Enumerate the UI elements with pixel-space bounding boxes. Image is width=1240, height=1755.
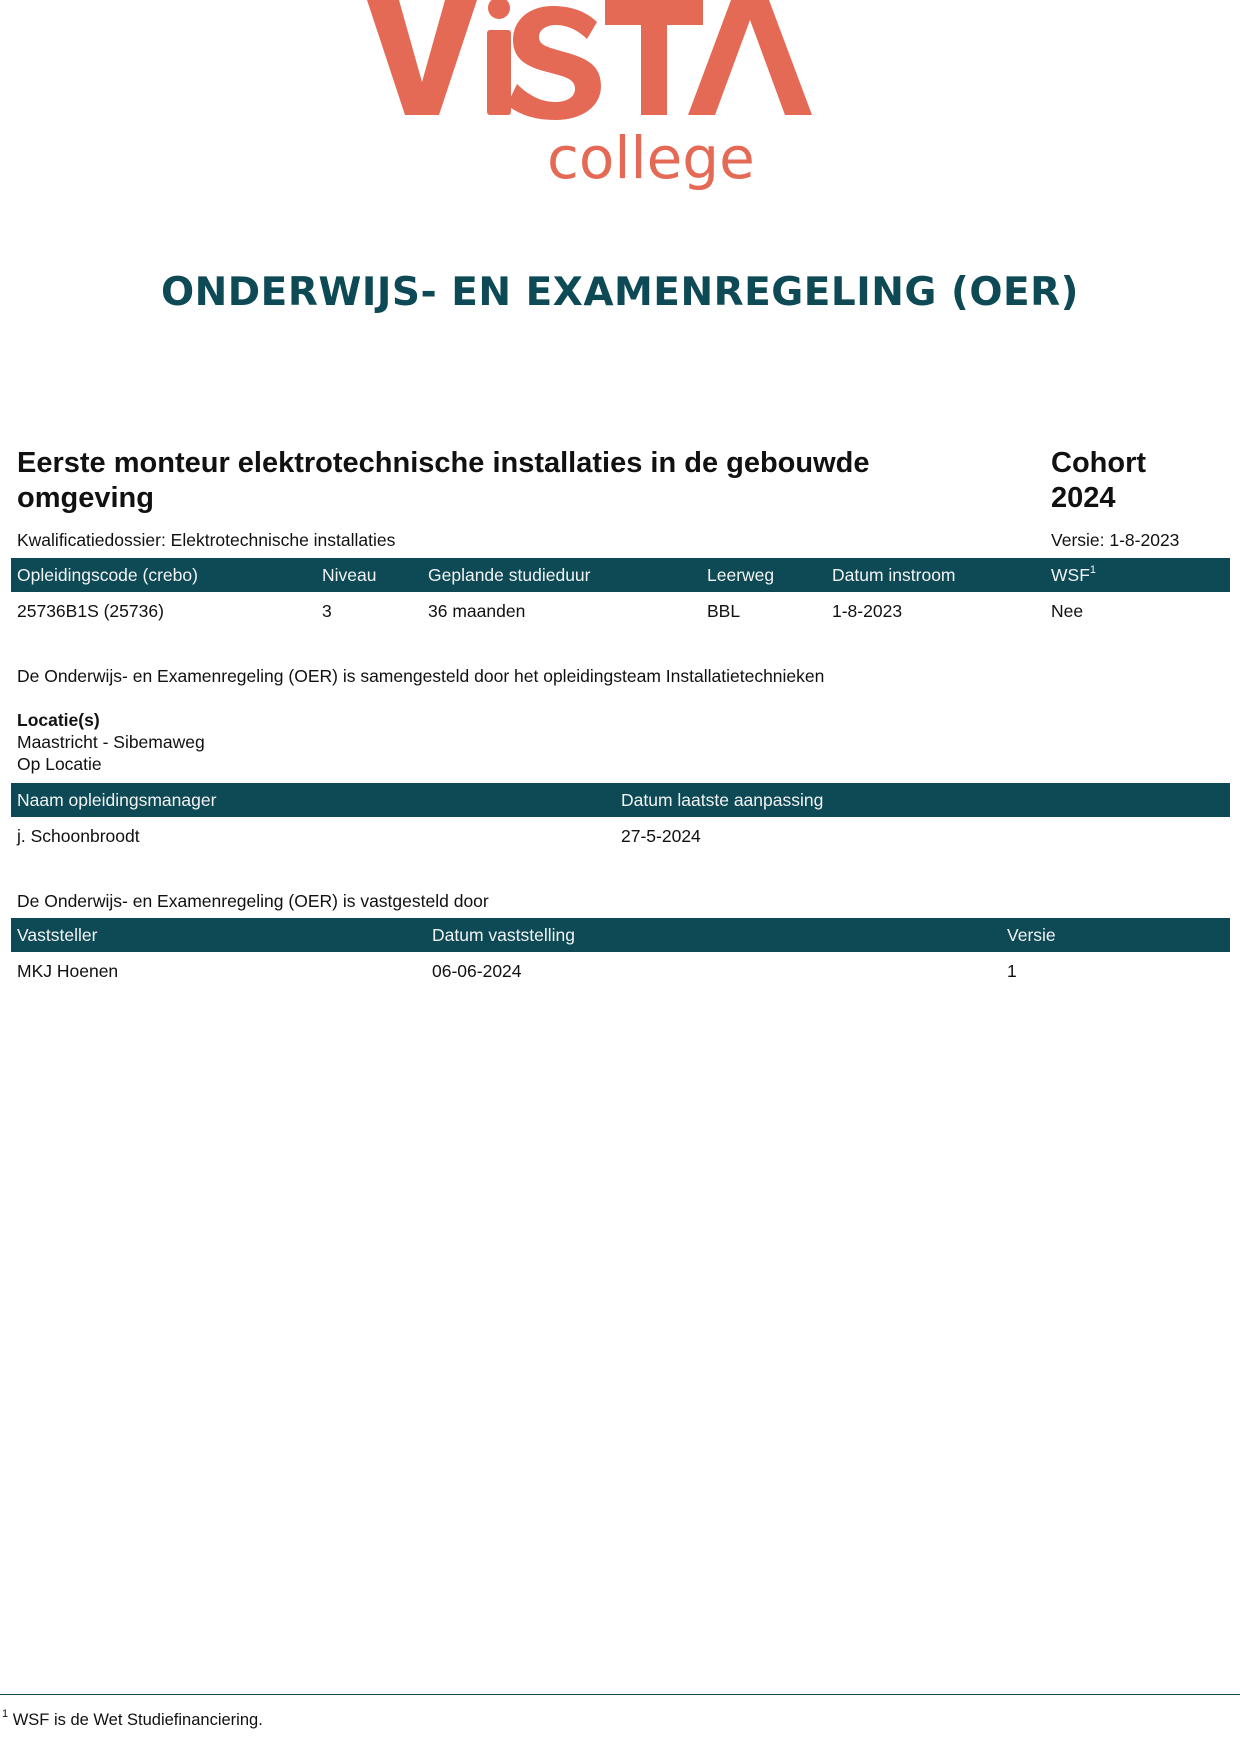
document-title: ONDERWIJS- EN EXAMENREGELING (OER) — [161, 270, 1079, 315]
approval-table — [11, 918, 1230, 988]
table-row — [11, 592, 1230, 628]
table-row — [11, 817, 1230, 853]
cohort-year: 2024 — [1051, 482, 1116, 514]
logo-college-text: college — [547, 124, 755, 192]
header-manager-name: Naam opleidingsmanager — [17, 790, 217, 810]
manager-table — [11, 783, 1230, 853]
location-item: Op Locatie — [17, 754, 102, 774]
footnote-divider — [0, 1694, 1240, 1695]
header-vaststeller: Vaststeller — [17, 925, 98, 945]
header-leerweg: Leerweg — [707, 565, 775, 585]
cell-manager-name: j. Schoonbroodt — [17, 826, 140, 846]
cell-datum-instroom: 1-8-2023 — [832, 601, 903, 621]
cohort-label: Cohort — [1051, 447, 1147, 479]
established-by-text: De Onderwijs- en Examenregeling (OER) is vastgesteld door — [17, 891, 489, 911]
locations-list — [17, 731, 205, 775]
composed-by-text: De Onderwijs- en Examenregeling (OER) is samengesteld door het opleidingsteam Installatietechnieken — [17, 666, 825, 686]
cell-crebo: 25736B1S (25736) — [17, 601, 164, 621]
header-versie: Versie — [1007, 925, 1056, 945]
cell-datum-vaststelling: 06-06-2024 — [432, 961, 522, 981]
cell-vaststeller: MKJ Hoenen — [17, 961, 119, 981]
header-studieduur: Geplande studieduur — [428, 565, 591, 585]
location-item: Maastricht - Sibemaweg — [17, 732, 205, 752]
locations-heading: Locatie(s) — [17, 710, 100, 730]
program-version: Versie: 1-8-2023 — [1051, 530, 1180, 550]
qualification-dossier: Kwalificatiedossier: Elektrotechnische installaties — [17, 530, 396, 550]
table-header-row — [11, 918, 1230, 952]
header-niveau: Niveau — [322, 565, 377, 585]
header-datum-vaststelling: Datum vaststelling — [432, 925, 575, 945]
header-wsf — [1051, 558, 1096, 592]
footnote — [2, 1708, 263, 1730]
header-crebo: Opleidingscode (crebo) — [17, 565, 198, 585]
wsf-footnote-ref[interactable]: 1 — [1089, 564, 1097, 576]
program-title: Eerste monteur elektrotechnische installaties in de gebouwde omgeving — [17, 447, 870, 514]
footnote-text: WSF is de Wet Studiefinanciering. — [12, 1711, 263, 1729]
cell-studieduur: 36 maanden — [428, 601, 526, 621]
header-datum-instroom: Datum instroom — [832, 565, 956, 585]
cell-last-modified: 27-5-2024 — [621, 826, 701, 846]
table-header-row — [11, 783, 1230, 817]
cohort — [1051, 446, 1231, 516]
header-last-modified: Datum laatste aanpassing — [621, 790, 824, 810]
cell-niveau: 3 — [322, 601, 332, 621]
program-details-table — [11, 558, 1230, 628]
vista-college-logo — [365, 0, 875, 205]
table-row — [11, 952, 1230, 988]
cell-leerweg: BBL — [707, 601, 741, 621]
table-header-row — [11, 558, 1230, 592]
footnote-number: 1 — [2, 1708, 9, 1720]
header-wsf-label: WSF — [1051, 565, 1090, 585]
cell-versie: 1 — [1007, 961, 1017, 981]
cell-wsf: Nee — [1051, 601, 1084, 621]
